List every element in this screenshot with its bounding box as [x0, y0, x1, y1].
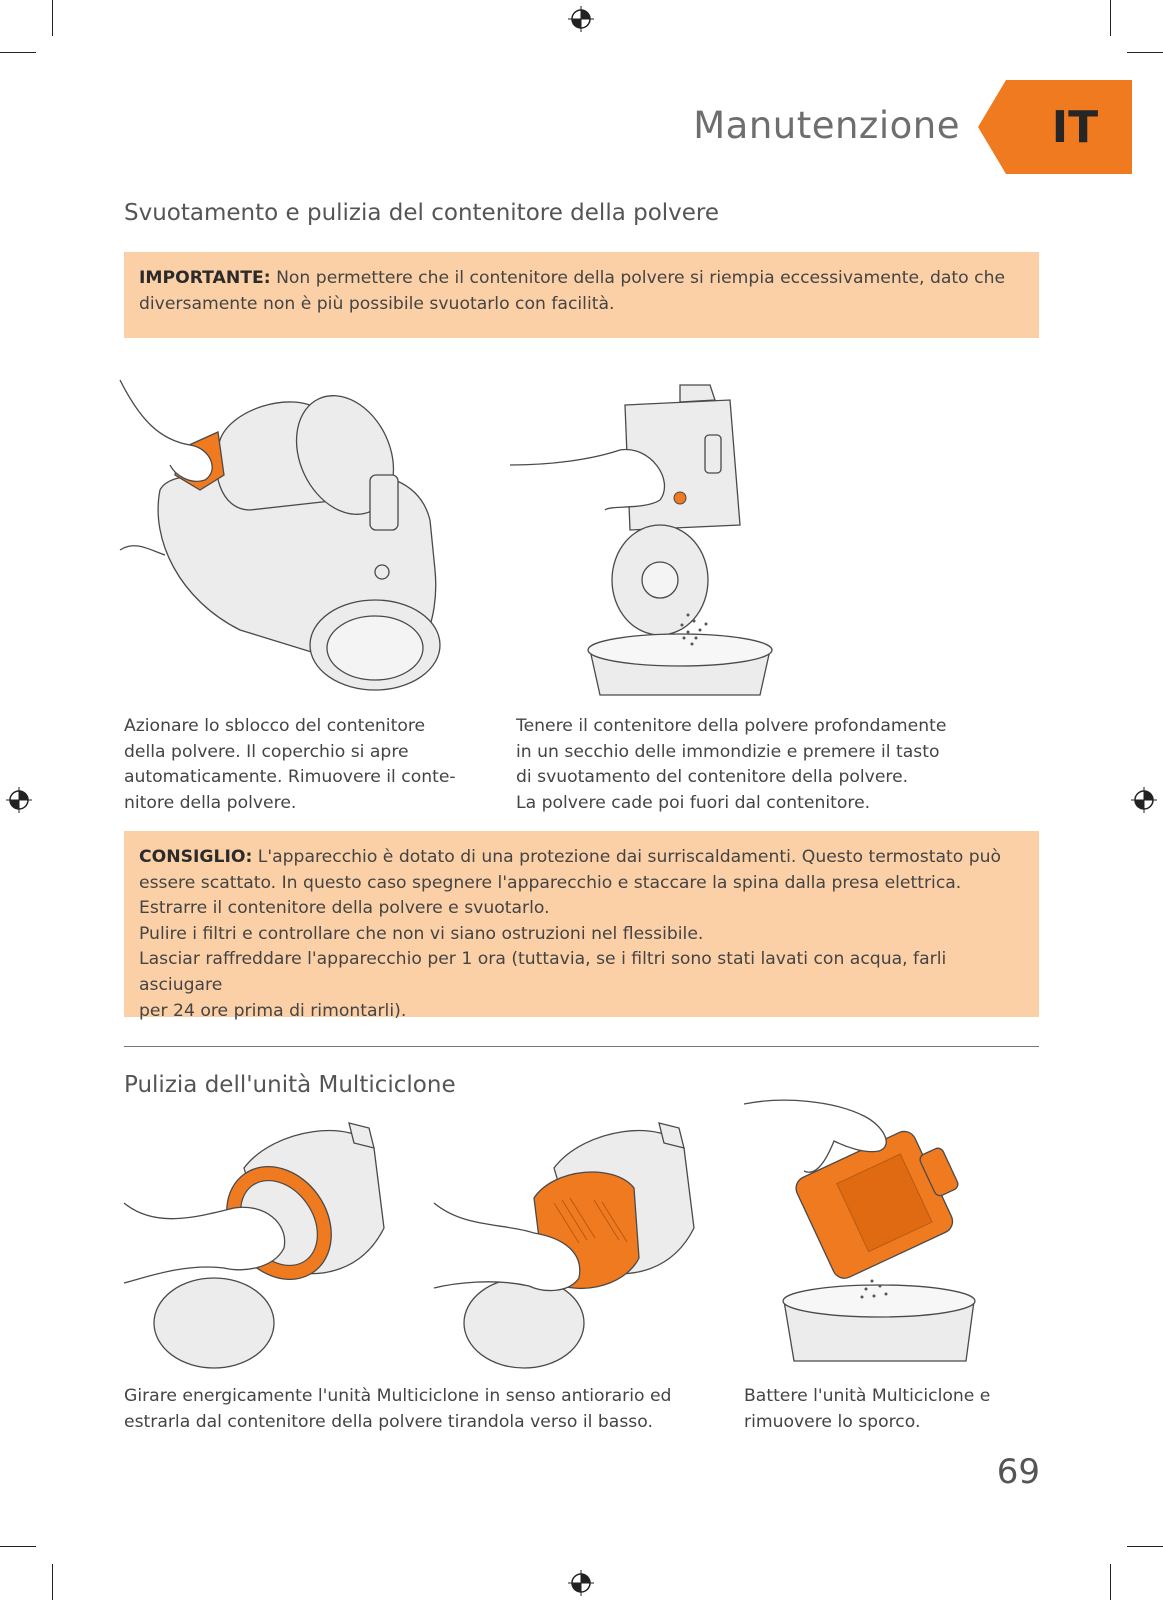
illustration-release-dust-container: [120, 380, 450, 695]
tip-text: per 24 ore prima di rimontarli).: [139, 1000, 407, 1021]
language-tab-label: IT: [1051, 102, 1099, 153]
tip-text: essere scattato. In questo caso spegnere l'apparecchio e staccare la spina dalla presa elettrica.: [139, 872, 962, 893]
crop-mark-icon: [0, 52, 36, 53]
tip-text: L'apparecchio è dotato di una protezione dai surriscaldamenti. Questo termostato può: [257, 847, 1002, 867]
crop-mark-icon: [1127, 1546, 1163, 1547]
tip-note: [124, 831, 1039, 1021]
caption-line: automaticamente. Rimuovere il conte-: [124, 767, 456, 788]
caption-line: Battere l'unità Multiciclone e: [744, 1386, 991, 1406]
tip-text: Estrarre il contenitore della polvere e svuotarlo.: [139, 898, 550, 919]
caption-line: di svuotamento del contenitore della polvere.: [516, 767, 909, 788]
crop-mark-icon: [1110, 0, 1111, 36]
illustration-twist-multicyclone: [124, 1108, 394, 1363]
caption-line: Tenere il contenitore della polvere profondamente: [516, 716, 947, 736]
illustration-tap-multicyclone: [744, 1096, 994, 1366]
caption-line: estrarla dal contenitore della polvere tirandola verso il basso.: [124, 1411, 653, 1432]
section-heading-multicyclone: Pulizia dell'unità Multiciclone: [124, 1072, 456, 1098]
caption-line: nitore della polvere.: [124, 792, 297, 813]
caption-tap-multicyclone: [744, 1384, 990, 1435]
crop-mark-icon: [0, 1546, 36, 1547]
tip-label: CONSIGLIO:: [139, 847, 253, 867]
section-divider: [124, 1046, 1039, 1047]
caption-line: Azionare lo sblocco del contenitore: [124, 716, 426, 736]
caption-line: in un secchio delle immondizie e premere il tasto: [516, 741, 940, 762]
registration-mark-icon: [568, 1570, 594, 1596]
crop-mark-icon: [1110, 1564, 1111, 1600]
important-label: IMPORTANTE:: [139, 268, 271, 288]
caption-empty-container: [516, 714, 946, 816]
registration-mark-icon: [6, 787, 32, 813]
crop-mark-icon: [1127, 52, 1163, 53]
caption-line: La polvere cade poi fuori dal contenitore.: [516, 792, 871, 813]
page-number: 69: [996, 1452, 1040, 1492]
caption-line: Girare energicamente l'unità Multiciclone in senso antiorario ed: [124, 1386, 672, 1406]
section-heading-dust-container: Svuotamento e pulizia del contenitore della polvere: [124, 200, 720, 226]
illustration-pull-multicyclone: [434, 1108, 704, 1363]
caption-twist-multicyclone: [124, 1384, 671, 1435]
page-title: Manutenzione: [693, 104, 960, 147]
crop-mark-icon: [52, 0, 53, 36]
caption-release-container: [124, 714, 456, 816]
important-text: diversamente non è più possibile svuotarlo con facilità.: [139, 293, 615, 314]
important-note: [124, 252, 1039, 338]
crop-mark-icon: [52, 1564, 53, 1600]
registration-mark-icon: [568, 6, 594, 32]
important-text: Non permettere che il contenitore della polvere si riempia eccessivamente, dato che: [276, 268, 1006, 288]
tip-text: Pulire i filtri e controllare che non vi siano ostruzioni nel flessibile.: [139, 923, 704, 944]
tip-text: Lasciar raffreddare l'apparecchio per 1 ora (tuttavia, se i filtri sono stati lavati con acqua, farli asciugare: [139, 949, 947, 995]
illustration-empty-dust-container: [510, 380, 810, 695]
caption-line: della polvere. Il coperchio si apre: [124, 741, 409, 762]
registration-mark-icon: [1131, 787, 1157, 813]
caption-line: rimuovere lo sporco.: [744, 1411, 921, 1432]
